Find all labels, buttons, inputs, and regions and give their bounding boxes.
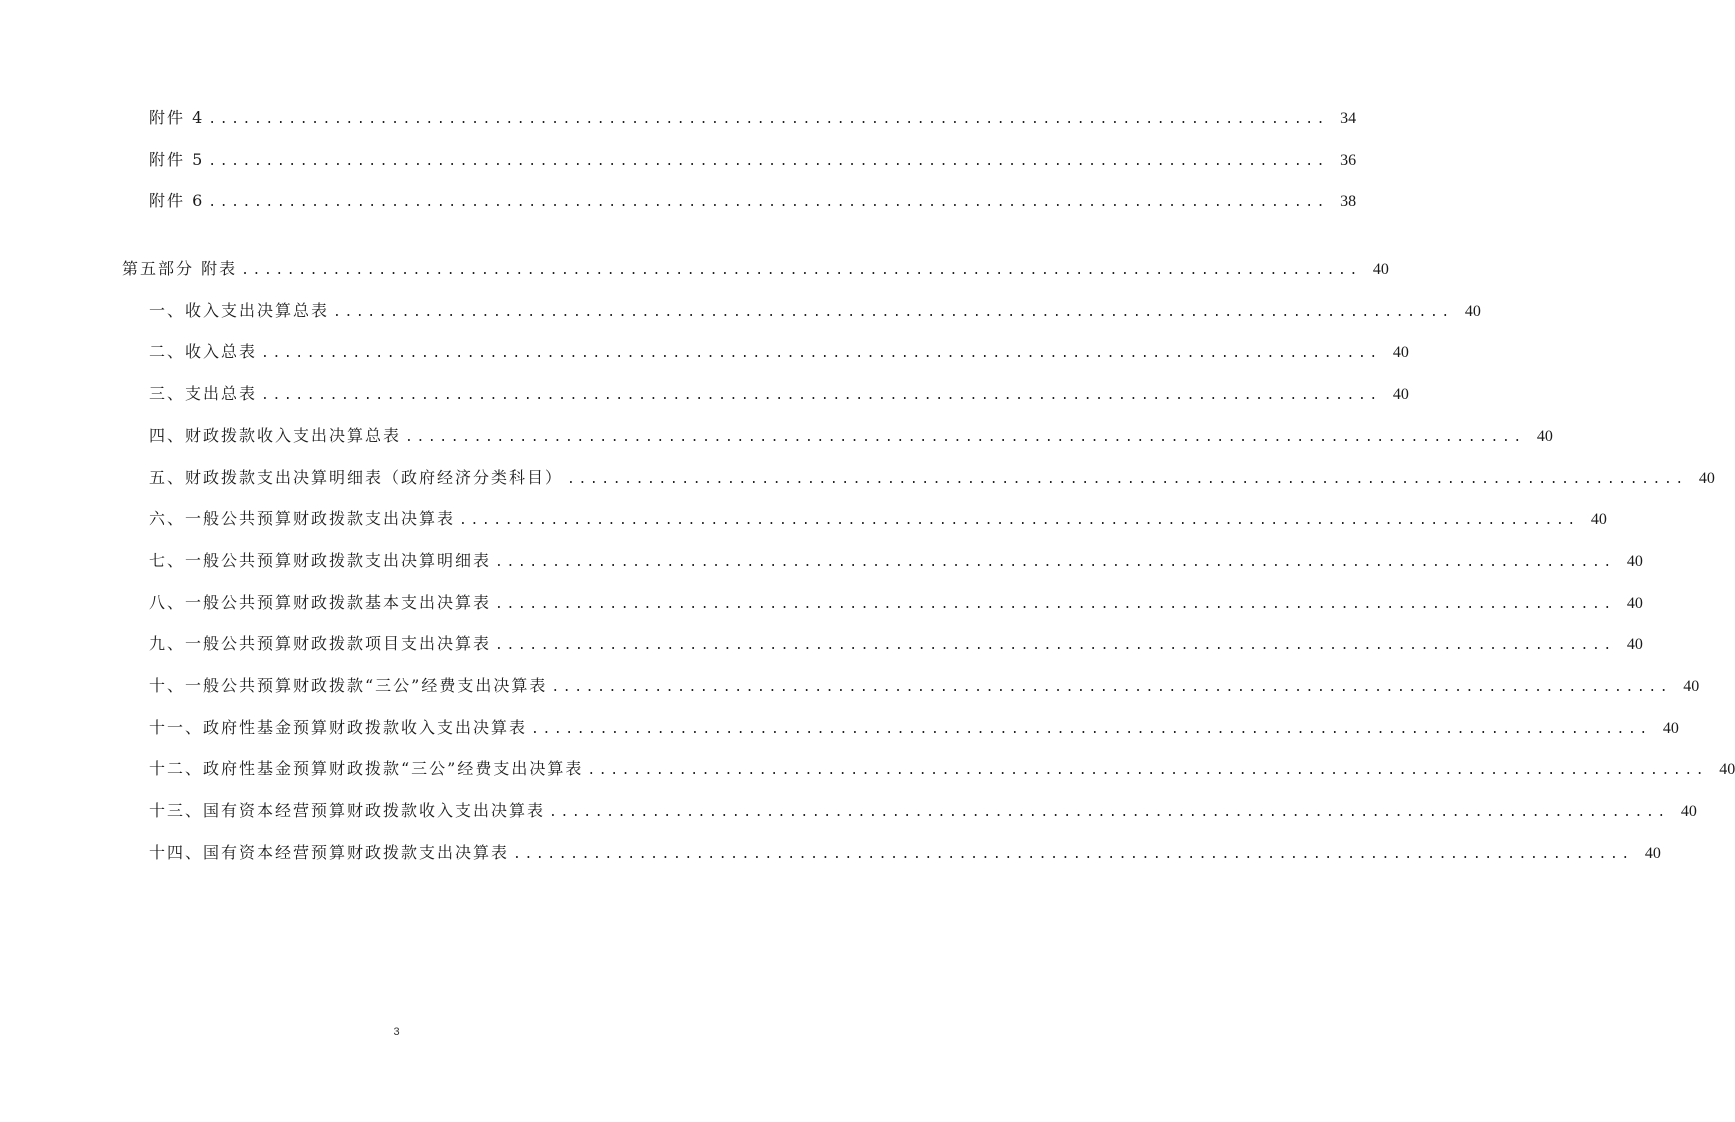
toc-leader-dots: .................................................................................................. [241,263,1361,278]
toc-entry-title: 一、收入支出决算总表 [149,301,330,320]
toc-section-part-5[interactable] [122,257,1389,281]
toc-entry-title: 十二、政府性基金预算财政拨款“三公”经费支出决算表 [149,759,584,778]
toc-entry-title: 四、财政拨款收入支出决算总表 [149,426,402,445]
toc-leader-dots: .................................................................................................. [208,154,1329,169]
toc-entry-title: 十、一般公共预算财政拨款“三公”经费支出决算表 [149,676,548,695]
page-number: 3 [393,1026,400,1038]
toc-entry-title: 七、一般公共预算财政拨款支出决算明细表 [149,551,492,570]
toc-entry-page: 40 [1644,845,1661,862]
toc-entry-page: 40 [1698,470,1715,487]
toc-entry-title: 二、收入总表 [149,342,258,361]
toc-leader-dots: .................................................................................................. [551,680,1672,695]
toc-leader-dots: .................................................................................................. [587,763,1708,778]
toc-leader-dots: .................................................................................................. [495,555,1615,570]
toc-entry-item-7[interactable] [149,549,1643,573]
toc-entry-item-14[interactable] [149,841,1661,865]
toc-entry-item-4[interactable] [149,424,1553,448]
toc-leader-dots: .................................................................................................. [261,388,1381,403]
toc-leader-dots: .................................................................................................. [549,805,1669,820]
toc-leader-dots: .................................................................................................. [459,513,1579,528]
toc-entry-page: 34 [1340,110,1357,127]
toc-leader-dots: .................................................................................................. [208,195,1329,210]
toc-entry-item-2[interactable] [149,340,1409,364]
toc-entry-page: 36 [1340,152,1357,169]
toc-entry-title: 八、一般公共预算财政拨款基本支出决算表 [149,593,492,612]
toc-entry-title: 附件 4 [149,108,205,127]
toc-entry-item-13[interactable] [149,799,1697,823]
toc-entry-page: 40 [1392,344,1409,361]
toc-entry-title: 附件 6 [149,191,205,210]
toc-entry-page: 40 [1590,511,1607,528]
toc-entry-page: 40 [1680,803,1697,820]
toc-entry-item-6[interactable] [149,507,1607,531]
toc-leader-dots: .................................................................................................. [405,430,1525,445]
toc-entry-page: 38 [1340,193,1357,210]
toc-entry-page: 40 [1626,553,1643,570]
toc-entry-item-12[interactable] [149,757,1735,781]
toc-entry-page: 40 [1719,761,1735,778]
toc-section-title: 第五部分 附表 [122,259,238,278]
toc-entry-attachment-5[interactable] [149,148,1357,172]
toc-entry-page: 40 [1683,678,1700,695]
toc-leader-dots: .................................................................................................. [495,597,1615,612]
toc-entry-title: 附件 5 [149,150,205,169]
toc-entry-title: 六、一般公共预算财政拨款支出决算表 [149,509,456,528]
toc-entry-item-11[interactable] [149,716,1679,740]
toc-entry-page: 40 [1464,303,1481,320]
toc-entry-page: 40 [1662,720,1679,737]
toc-entry-item-3[interactable] [149,382,1409,406]
toc-entry-title: 十三、国有资本经营预算财政拨款收入支出决算表 [149,801,546,820]
toc-entry-page: 40 [1626,595,1643,612]
toc-entry-item-8[interactable] [149,591,1643,615]
toc-entry-title: 九、一般公共预算财政拨款项目支出决算表 [149,634,492,653]
toc-leader-dots: .................................................................................................. [208,112,1329,127]
toc-entry-page: 40 [1536,428,1553,445]
toc-leader-dots: .................................................................................................. [333,305,1453,320]
toc-entry-item-5[interactable] [149,466,1715,490]
toc-entry-attachment-6[interactable] [149,189,1357,213]
toc-leader-dots: .................................................................................................. [495,638,1615,653]
toc-entry-title: 五、财政拨款支出决算明细表（政府经济分类科目） [149,468,564,487]
toc-leader-dots: .................................................................................................. [531,722,1651,737]
toc-entry-title: 十一、政府性基金预算财政拨款收入支出决算表 [149,718,528,737]
toc-entry-page: 40 [1392,386,1409,403]
toc-entry-title: 十四、国有资本经营预算财政拨款支出决算表 [149,843,510,862]
toc-leader-dots: .................................................................................................. [567,472,1687,487]
toc-entry-page: 40 [1626,636,1643,653]
toc-entry-attachment-4[interactable] [149,106,1357,130]
toc-leader-dots: .................................................................................................. [261,346,1381,361]
toc-entry-item-9[interactable] [149,632,1643,656]
toc-leader-dots: .................................................................................................. [513,847,1633,862]
toc-section-page: 40 [1372,261,1389,278]
toc-entry-item-10[interactable] [149,674,1700,698]
toc-entry-title: 三、支出总表 [149,384,258,403]
toc-entry-item-1[interactable] [149,299,1481,323]
